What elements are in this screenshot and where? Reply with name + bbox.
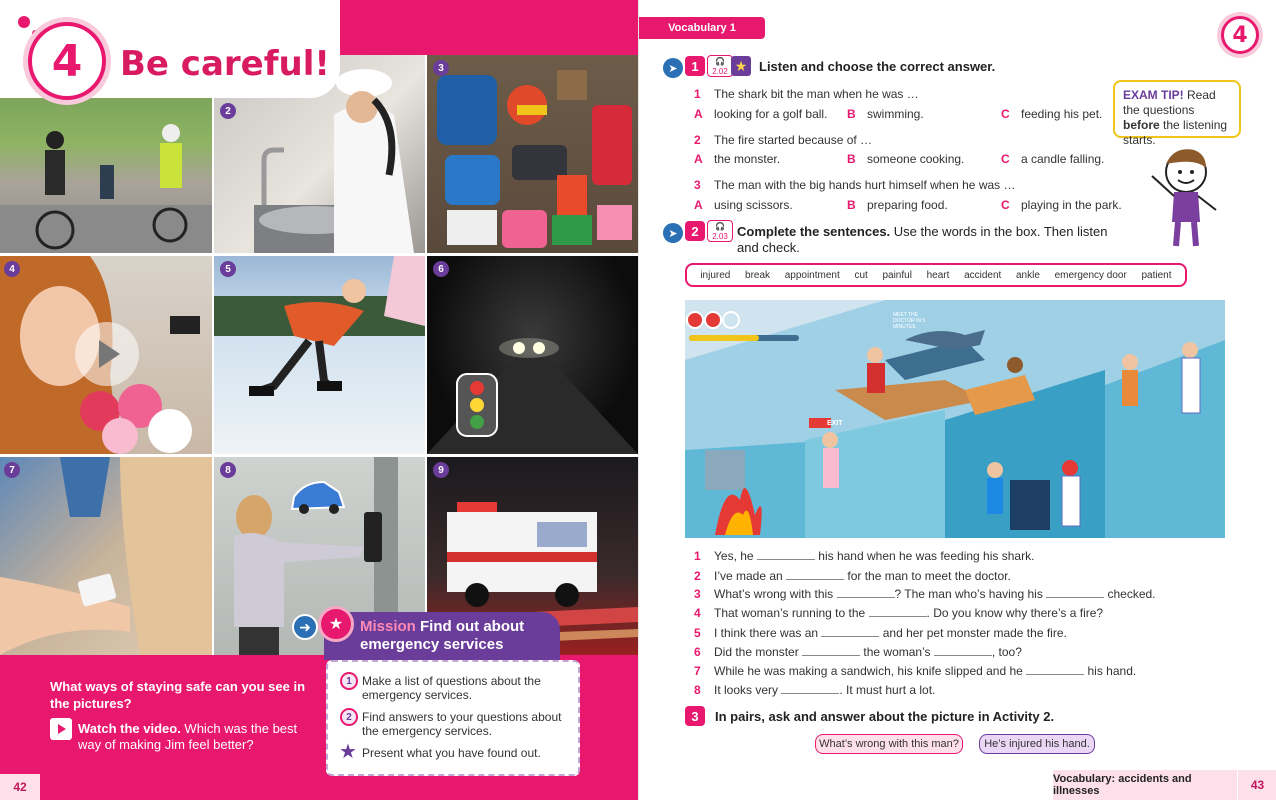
- word-item: cut: [854, 269, 868, 281]
- question-stem: The man with the big hands hurt himself when he was …: [714, 178, 1016, 192]
- mission-item: Find answers to your questions about the emergency services.: [362, 710, 562, 738]
- page-number-right: 43: [1237, 770, 1276, 800]
- cartoon-boy-illustration: [1144, 140, 1224, 250]
- activity-number: 1: [685, 56, 705, 76]
- option-letter: A: [694, 198, 703, 212]
- right-page: [638, 0, 1276, 800]
- sentence-number: 4: [694, 606, 701, 620]
- answer-blank[interactable]: [781, 684, 839, 694]
- sentence: [714, 645, 1022, 659]
- option-text[interactable]: feeding his pet.: [1021, 107, 1103, 121]
- first-aid-illustration: [0, 457, 212, 655]
- option-text[interactable]: looking for a golf ball.: [714, 107, 828, 121]
- word-item: heart: [926, 269, 950, 281]
- sentence-part: for the man to meet the doctor.: [844, 569, 1011, 583]
- watch-video-prompt: [78, 721, 310, 753]
- word-item: break: [745, 269, 771, 281]
- pointer-icon[interactable]: ➤: [663, 58, 683, 78]
- doctor-sign: MEET THE DOCTOR IN 5 MINUTES: [893, 312, 926, 330]
- word-item: emergency door: [1054, 269, 1127, 281]
- video-icon[interactable]: [50, 718, 72, 740]
- word-item: painful: [882, 269, 912, 281]
- word-box: [685, 263, 1187, 287]
- answer-blank[interactable]: [934, 646, 992, 656]
- exam-tip-bold: before: [1123, 118, 1160, 132]
- sentence-part: . It must hurt a lot.: [839, 683, 936, 697]
- sentence: [714, 587, 1156, 601]
- question-number: 3: [694, 178, 701, 192]
- kit-illustration: [427, 55, 638, 253]
- exam-tip-label: EXAM TIP!: [1123, 88, 1184, 102]
- option-text[interactable]: playing in the park.: [1021, 198, 1122, 212]
- sentence-part: I think there was an: [714, 626, 822, 640]
- word-item: injured: [700, 269, 731, 281]
- photo-number: 3: [433, 60, 449, 76]
- photo-number: 9: [433, 462, 449, 478]
- speech-bubble-answer: He’s injured his hand.: [979, 734, 1095, 754]
- night-road-illustration: [427, 256, 638, 454]
- word-item: appointment: [784, 269, 840, 281]
- unit-badge-small: 4: [1221, 16, 1259, 54]
- hospital-scene: [685, 300, 1225, 538]
- section-tab: Vocabulary 1: [639, 17, 765, 39]
- photo-camping-kit: [427, 55, 638, 253]
- decorative-dot: [18, 16, 30, 28]
- arrow-right-icon[interactable]: ➜: [292, 614, 318, 640]
- exam-tip-box: [1113, 80, 1241, 147]
- unit-badge: [28, 22, 106, 100]
- skater-illustration: [214, 256, 425, 454]
- activity-number: 3: [685, 706, 705, 726]
- sentence-number: 3: [694, 587, 701, 601]
- sentence-part: While he was making a sandwich, his knife slipped and he: [714, 664, 1027, 678]
- mission-item-number: 2: [340, 708, 358, 726]
- answer-blank[interactable]: [757, 550, 815, 560]
- option-text[interactable]: using scissors.: [714, 198, 793, 212]
- hospital-illustration: [685, 300, 1225, 538]
- sentence-number: 6: [694, 645, 701, 659]
- answer-blank[interactable]: [1046, 588, 1104, 598]
- mission-item: Make a list of questions about the emergency services.: [362, 674, 541, 702]
- answer-blank[interactable]: [802, 646, 860, 656]
- mission-star-icon: ★: [318, 606, 354, 642]
- activity-instruction-rest: Use the words in the box. Then listen and check.: [737, 224, 1108, 255]
- option-letter: A: [694, 107, 703, 121]
- photo-number: 4: [4, 261, 20, 277]
- option-text[interactable]: a candle falling.: [1021, 152, 1105, 166]
- sentence-part: . Do you know why there’s a fire?: [926, 606, 1104, 620]
- sentence-part: ? The man who’s having his: [894, 587, 1047, 601]
- answer-blank[interactable]: [786, 570, 844, 580]
- sentence-part: That woman’s running to the: [714, 606, 869, 620]
- sentence-number: 7: [694, 664, 701, 678]
- photo-number: 7: [4, 462, 20, 478]
- sentence-part: Did the monster: [714, 645, 803, 659]
- activity-instruction-bold: Listen and choose the correct answer.: [759, 59, 996, 74]
- exam-tip-text-end: the listening starts.: [1123, 118, 1228, 147]
- sentence-number: 5: [694, 626, 701, 640]
- sentence-part: checked.: [1104, 587, 1156, 601]
- unit-number: 4: [51, 35, 83, 87]
- watch-video-rest: Which was the best way of making Jim feel better?: [78, 721, 298, 752]
- activity-instruction-bold: In pairs, ask and answer about the picture in Activity 2.: [715, 709, 1055, 724]
- sentence: [714, 664, 1136, 678]
- mission-item: Present what you have found out.: [362, 746, 541, 760]
- photo-number: 6: [433, 261, 449, 277]
- sentence-number: 1: [694, 549, 701, 563]
- activity-instruction: [715, 709, 1054, 724]
- sentence-part: Yes, he: [714, 549, 757, 563]
- discussion-question: What ways of staying safe can you see in the pictures?: [50, 679, 306, 711]
- star-icon: ★: [731, 56, 751, 76]
- page-title: Be careful!: [120, 44, 330, 84]
- photo-number: 8: [220, 462, 236, 478]
- watch-video-bold: Watch the video.: [78, 721, 181, 736]
- sentence-part: It looks very: [714, 683, 782, 697]
- sentence-number: 2: [694, 569, 701, 583]
- word-item: ankle: [1015, 269, 1040, 281]
- sentence: [714, 606, 1103, 620]
- sentence: [714, 626, 1067, 640]
- sentence: [714, 549, 1034, 563]
- question-stem: The shark bit the man when he was …: [714, 87, 919, 101]
- mission-item-number: 1: [340, 672, 358, 690]
- page-number-left: 42: [0, 774, 40, 800]
- option-letter: B: [847, 152, 856, 166]
- audio-track-number: 2.02: [712, 67, 728, 76]
- answer-blank[interactable]: [1026, 665, 1084, 675]
- footer-topic: Vocabulary: accidents and illnesses: [1053, 770, 1237, 800]
- mission-heading: [324, 612, 560, 660]
- photo-ice-skater: [214, 256, 425, 454]
- option-letter: B: [847, 107, 856, 121]
- sentence-part: I’ve made an: [714, 569, 787, 583]
- photo-number: 5: [220, 261, 236, 277]
- sentence-part: What’s wrong with this: [714, 587, 837, 601]
- sentence-number: 8: [694, 683, 701, 697]
- option-text[interactable]: preparing food.: [867, 198, 948, 212]
- mission-title: Find out about emergency services: [360, 618, 525, 653]
- answer-blank[interactable]: [869, 607, 927, 617]
- option-letter: C: [1001, 107, 1010, 121]
- audio-track-icon[interactable]: 🎧 2.02: [707, 55, 733, 77]
- star-icon: ★: [339, 741, 357, 763]
- photo-girl-flowers: [0, 256, 212, 454]
- photo-number: 2: [220, 103, 236, 119]
- activity-instruction: [737, 224, 1127, 256]
- mission-word: Mission: [360, 618, 416, 635]
- sentence-part: the woman’s: [860, 645, 934, 659]
- photo-first-aid: [0, 457, 212, 655]
- sentence-part: his hand when he was feeding his shark.: [814, 549, 1035, 563]
- photo-night-road: [427, 256, 638, 454]
- activity-instruction: [759, 59, 995, 74]
- sentence-part: and her pet monster made the fire.: [879, 626, 1067, 640]
- activity-number: 2: [685, 221, 705, 241]
- question-stem: The fire started because of …: [714, 133, 873, 147]
- answer-blank[interactable]: [821, 627, 879, 637]
- option-letter: A: [694, 152, 703, 166]
- exam-tip-text: Read the questions: [1123, 88, 1216, 117]
- word-item: patient: [1141, 269, 1172, 281]
- question-number: 1: [694, 87, 701, 101]
- option-text[interactable]: someone cooking.: [867, 152, 965, 166]
- sentence-part: , too?: [991, 645, 1022, 659]
- option-text[interactable]: the monster.: [714, 152, 781, 166]
- answer-blank[interactable]: [837, 588, 895, 598]
- audio-track-icon[interactable]: 🎧 2.03: [707, 220, 733, 242]
- option-text[interactable]: swimming.: [867, 107, 924, 121]
- option-letter: C: [1001, 152, 1010, 166]
- pointer-icon[interactable]: ➤: [663, 223, 683, 243]
- option-letter: C: [1001, 198, 1010, 212]
- speech-bubble-question: What’s wrong with this man?: [815, 734, 963, 754]
- word-item: accident: [964, 269, 1002, 281]
- sentence-part: his hand.: [1084, 664, 1137, 678]
- activity-instruction-bold: Complete the sentences.: [737, 224, 891, 239]
- option-letter: B: [847, 198, 856, 212]
- sentence: [714, 569, 1011, 583]
- sentence: [714, 683, 935, 697]
- girl-flowers-illustration: [0, 256, 212, 454]
- audio-track-number: 2.03: [712, 232, 728, 241]
- question-number: 2: [694, 133, 701, 147]
- exit-sign: EXIT: [827, 420, 843, 427]
